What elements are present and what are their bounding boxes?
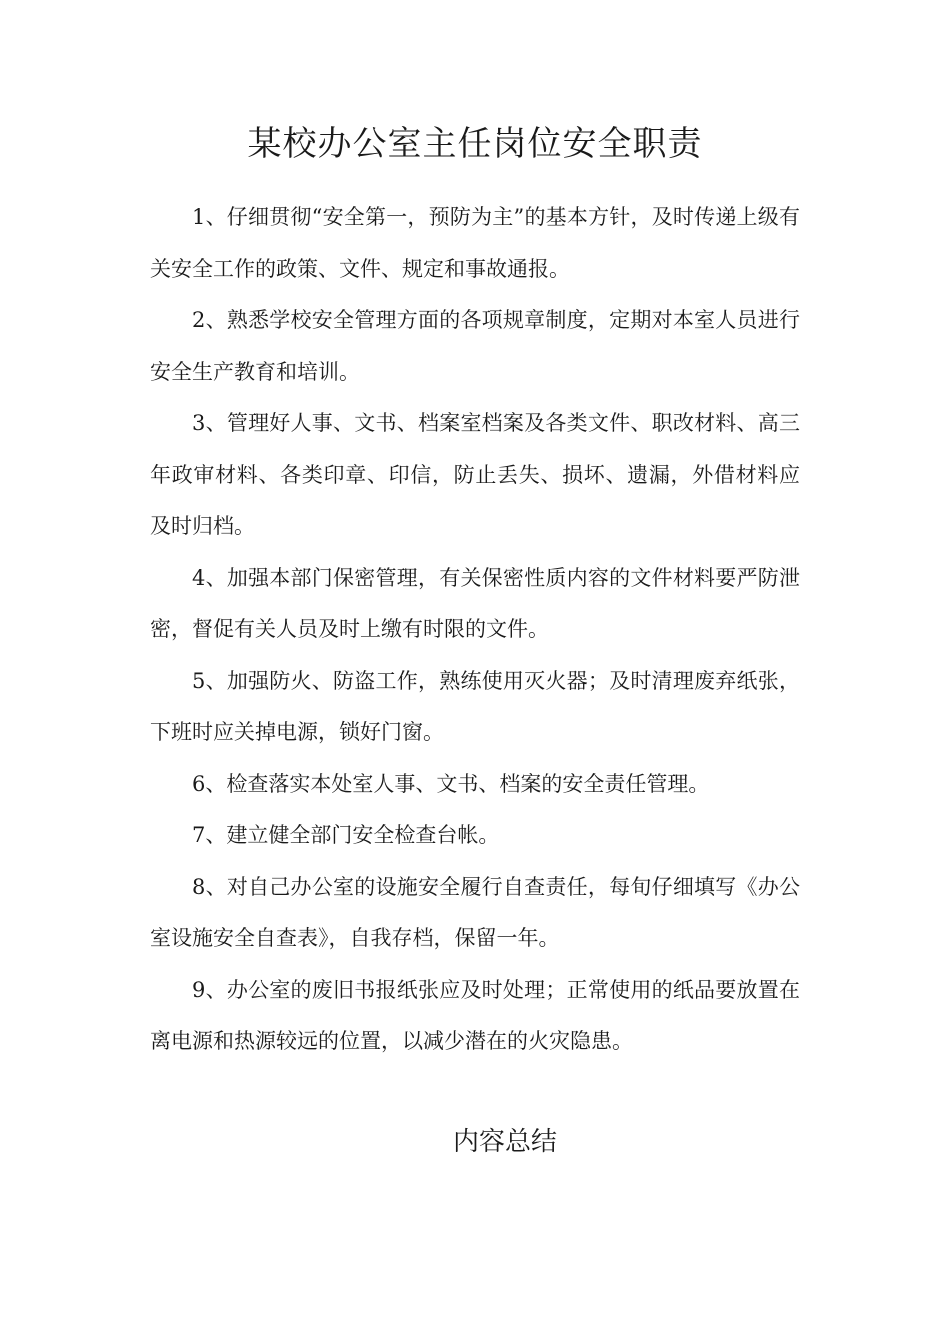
paragraph-7: 7、建立健全部门安全检查台帐。 (192, 823, 500, 847)
paragraph-6: 6、检查落实本处室人事、文书、档案的安全责任管理。 (192, 771, 710, 796)
paragraph-8: 8、对自己办公室的设施安全履行自查责任，每旬仔细填写《办公室设施安全自查表》，自我存档，保留一年。 (150, 874, 800, 950)
paragraph-3: 3、管理好人事、文书、档案室档案及各类文件、职改材料、高三年政审材料、各类印章、印信，防止丢失、损坏、遗漏，外借材料应及时归档。 (150, 411, 800, 538)
paragraph-9: 9、办公室的废旧书报纸张应及时处理；正常使用的纸品要放置在离电源和热源较远的位置，以减少潜在的火灾隐患。 (150, 977, 800, 1053)
paragraph-1: 1、仔细贯彻“安全第一，预防为主”的基本方针，及时传递上级有关安全工作的政策、文件、规定和事故通报。 (150, 205, 800, 281)
document-body (150, 192, 800, 1068)
paragraph-4: 4、加强本部门保密管理，有关保密性质内容的文件材料要严防泄密，督促有关人员及时上缴有时限的文件。 (150, 565, 800, 641)
document-title: 某校办公室主任岗位安全职责 (247, 124, 703, 164)
paragraph-2: 2、熟悉学校安全管理方面的各项规章制度，定期对本室人员进行安全生产教育和培训。 (150, 308, 800, 384)
paragraph-5: 5、加强防火、防盗工作，熟练使用灭火器；及时清理废弃纸张，下班时应关掉电源，锁好门窗。 (150, 668, 800, 744)
summary-heading: 内容总结 (452, 1127, 557, 1157)
